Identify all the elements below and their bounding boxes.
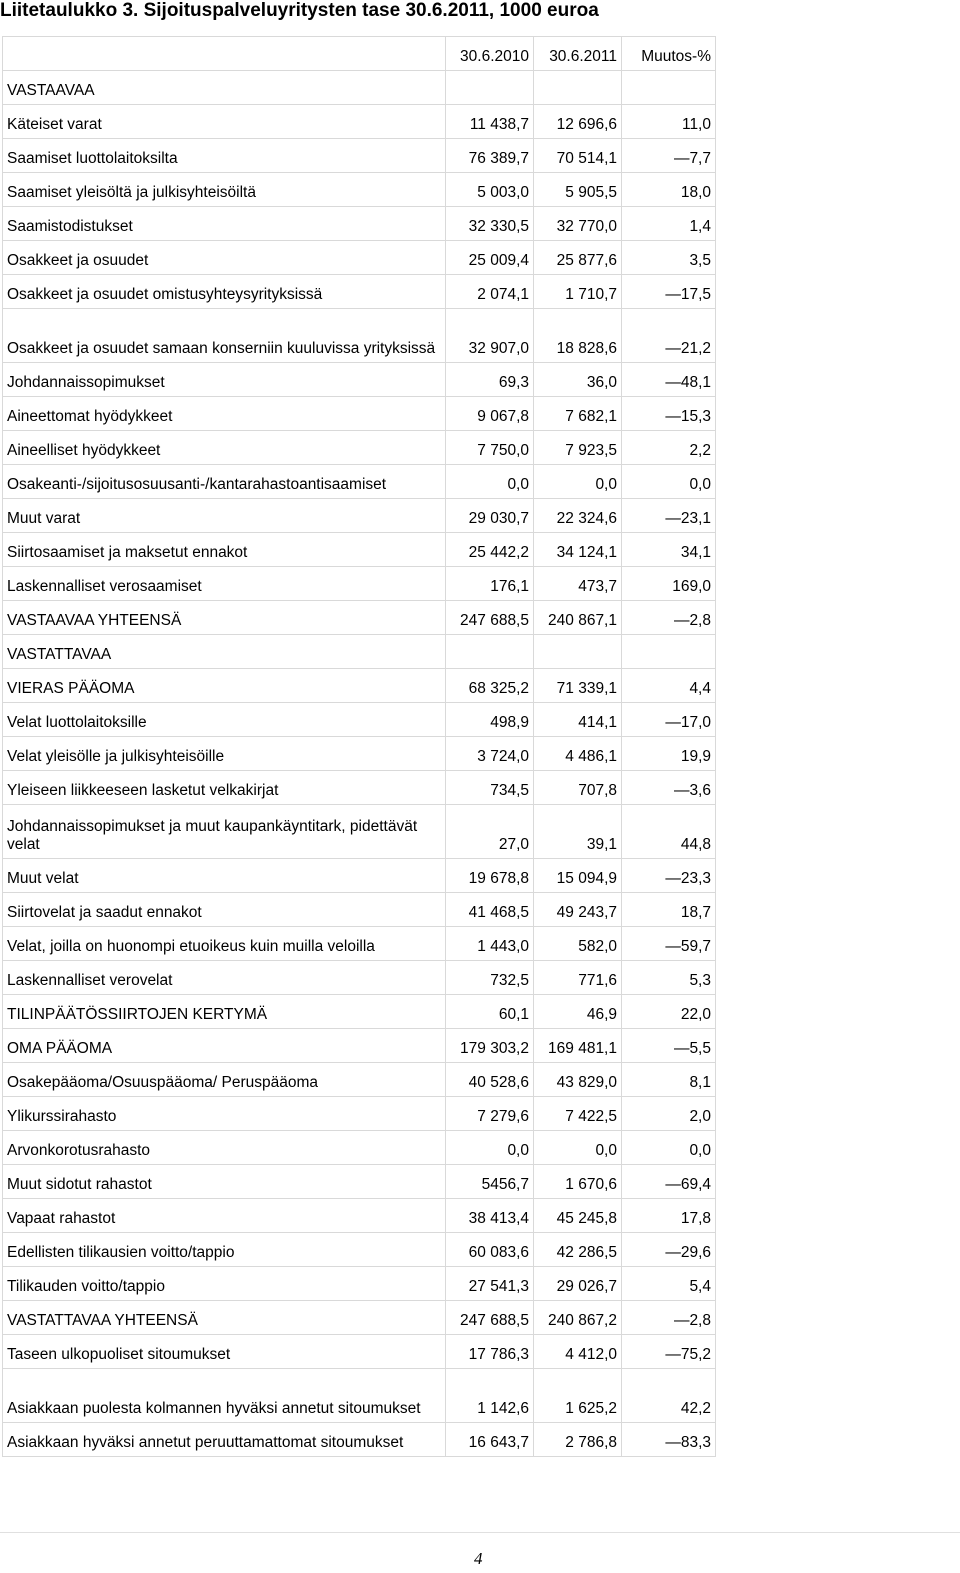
row-label: Osakkeet ja osuudet: [3, 241, 446, 275]
value-2010: 247 688,5: [446, 1301, 534, 1335]
row-label: Yleiseen liikkeeseen lasketut velkakirjat: [3, 771, 446, 805]
value-2010: 1 142,6: [446, 1369, 534, 1423]
value-2011: 240 867,2: [534, 1301, 622, 1335]
change-percent: —15,3: [622, 397, 716, 431]
value-2010: 69,3: [446, 363, 534, 397]
table-row: [3, 241, 716, 275]
value-2010: 60,1: [446, 995, 534, 1029]
value-2010: 17 786,3: [446, 1335, 534, 1369]
table-row: [3, 635, 716, 669]
value-2011: 240 867,1: [534, 601, 622, 635]
row-label: Osakkeet ja osuudet omistusyhteysyrityksissä: [3, 275, 446, 309]
change-percent: —17,0: [622, 703, 716, 737]
table-row: [3, 1097, 716, 1131]
row-label: Muut varat: [3, 499, 446, 533]
table-row: [3, 173, 716, 207]
page-footer: [0, 1532, 960, 1573]
value-2011: 7 923,5: [534, 431, 622, 465]
change-percent: 8,1: [622, 1063, 716, 1097]
table-row: [3, 1131, 716, 1165]
value-2010: 32 330,5: [446, 207, 534, 241]
change-percent: 17,8: [622, 1199, 716, 1233]
change-percent: —59,7: [622, 927, 716, 961]
row-label: Taseen ulkopuoliset sitoumukset: [3, 1335, 446, 1369]
value-2010: 179 303,2: [446, 1029, 534, 1063]
value-2010: 176,1: [446, 567, 534, 601]
change-percent: 2,0: [622, 1097, 716, 1131]
value-2010: 0,0: [446, 1131, 534, 1165]
table-body: [3, 71, 716, 1457]
value-2011: 29 026,7: [534, 1267, 622, 1301]
value-2010: 29 030,7: [446, 499, 534, 533]
change-percent: 19,9: [622, 737, 716, 771]
table-row: [3, 859, 716, 893]
header-2010: 30.6.2010: [446, 37, 534, 71]
row-label: Saamiset yleisöltä ja julkisyhteisöiltä: [3, 173, 446, 207]
value-2010: 734,5: [446, 771, 534, 805]
table-row: [3, 431, 716, 465]
value-2011: 12 696,6: [534, 105, 622, 139]
change-percent: 44,8: [622, 805, 716, 859]
table-row: [3, 995, 716, 1029]
change-percent: —75,2: [622, 1335, 716, 1369]
table-row: [3, 499, 716, 533]
table-row: [3, 139, 716, 173]
change-percent: 22,0: [622, 995, 716, 1029]
table-row: [3, 309, 716, 363]
value-2011: 1 670,6: [534, 1165, 622, 1199]
change-percent: 34,1: [622, 533, 716, 567]
row-label: Edellisten tilikausien voitto/tappio: [3, 1233, 446, 1267]
value-2011: 49 243,7: [534, 893, 622, 927]
table-row: [3, 703, 716, 737]
row-label: VIERAS PÄÄOMA: [3, 669, 446, 703]
row-label: Siirtovelat ja saadut ennakot: [3, 893, 446, 927]
change-percent: 3,5: [622, 241, 716, 275]
row-label: Muut velat: [3, 859, 446, 893]
change-percent: 18,7: [622, 893, 716, 927]
value-2010: 27 541,3: [446, 1267, 534, 1301]
row-label: Laskennalliset verosaamiset: [3, 567, 446, 601]
value-2010: 25 442,2: [446, 533, 534, 567]
row-label: Tilikauden voitto/tappio: [3, 1267, 446, 1301]
table-row: [3, 363, 716, 397]
value-2010: 38 413,4: [446, 1199, 534, 1233]
table-row: [3, 1301, 716, 1335]
table-row: [3, 927, 716, 961]
value-2010: 11 438,7: [446, 105, 534, 139]
value-2011: 7 422,5: [534, 1097, 622, 1131]
value-2010: 19 678,8: [446, 859, 534, 893]
table-row: [3, 1369, 716, 1423]
table-row: [3, 1233, 716, 1267]
change-percent: —29,6: [622, 1233, 716, 1267]
change-percent: 2,2: [622, 431, 716, 465]
value-2011: 4 412,0: [534, 1335, 622, 1369]
change-percent: —3,6: [622, 771, 716, 805]
value-2010: 76 389,7: [446, 139, 534, 173]
row-label: Velat, joilla on huonompi etuoikeus kuin muilla veloilla: [3, 927, 446, 961]
value-2010: 732,5: [446, 961, 534, 995]
row-label: Arvonkorotusrahasto: [3, 1131, 446, 1165]
value-2010: [446, 635, 534, 669]
value-2011: 4 486,1: [534, 737, 622, 771]
value-2011: 15 094,9: [534, 859, 622, 893]
header-change-percent: Muutos-%: [622, 37, 716, 71]
row-label: VASTATTAVAA: [3, 635, 446, 669]
value-2011: 169 481,1: [534, 1029, 622, 1063]
row-label: Velat luottolaitoksille: [3, 703, 446, 737]
page-number: 4: [474, 1549, 483, 1568]
change-percent: 4,4: [622, 669, 716, 703]
row-label: Aineelliset hyödykkeet: [3, 431, 446, 465]
table-row: [3, 275, 716, 309]
table-row: [3, 1335, 716, 1369]
value-2011: [534, 71, 622, 105]
table-row: [3, 601, 716, 635]
row-label: Käteiset varat: [3, 105, 446, 139]
value-2010: 2 074,1: [446, 275, 534, 309]
table-row: [3, 737, 716, 771]
change-percent: —21,2: [622, 309, 716, 363]
value-2010: 0,0: [446, 465, 534, 499]
row-label: Saamistodistukset: [3, 207, 446, 241]
value-2011: 43 829,0: [534, 1063, 622, 1097]
value-2011: 707,8: [534, 771, 622, 805]
table-row: [3, 1199, 716, 1233]
table-row: [3, 893, 716, 927]
value-2010: 32 907,0: [446, 309, 534, 363]
value-2011: 0,0: [534, 465, 622, 499]
row-label: Osakeanti-/sijoitusosuusanti-/kantarahastoantisaamiset: [3, 465, 446, 499]
table-row: [3, 805, 716, 859]
value-2011: 36,0: [534, 363, 622, 397]
value-2010: 498,9: [446, 703, 534, 737]
change-percent: —2,8: [622, 1301, 716, 1335]
page-title: Liitetaulukko 3. Sijoituspalveluyritysten tase 30.6.2011, 1000 euroa: [0, 0, 599, 21]
value-2010: 9 067,8: [446, 397, 534, 431]
value-2011: 771,6: [534, 961, 622, 995]
change-percent: [622, 635, 716, 669]
value-2011: 414,1: [534, 703, 622, 737]
value-2010: 60 083,6: [446, 1233, 534, 1267]
table-row: [3, 567, 716, 601]
value-2011: 42 286,5: [534, 1233, 622, 1267]
value-2011: 46,9: [534, 995, 622, 1029]
row-label: Vapaat rahastot: [3, 1199, 446, 1233]
balance-sheet-table: [2, 36, 716, 1457]
table-row: [3, 1029, 716, 1063]
value-2011: 5 905,5: [534, 173, 622, 207]
value-2011: 0,0: [534, 1131, 622, 1165]
row-label: Johdannaissopimukset ja muut kaupankäyntitark, pidettävät velat: [3, 805, 446, 859]
change-percent: [622, 71, 716, 105]
header-label-column: [3, 37, 446, 71]
change-percent: —23,1: [622, 499, 716, 533]
table-row: [3, 669, 716, 703]
value-2011: 582,0: [534, 927, 622, 961]
change-percent: 5,3: [622, 961, 716, 995]
value-2010: 247 688,5: [446, 601, 534, 635]
table-row: [3, 1165, 716, 1199]
change-percent: 1,4: [622, 207, 716, 241]
table-row: [3, 71, 716, 105]
value-2011: 7 682,1: [534, 397, 622, 431]
row-label: Johdannaissopimukset: [3, 363, 446, 397]
value-2010: 7 750,0: [446, 431, 534, 465]
change-percent: 0,0: [622, 1131, 716, 1165]
table-row: [3, 1063, 716, 1097]
value-2011: 39,1: [534, 805, 622, 859]
value-2011: 1 710,7: [534, 275, 622, 309]
change-percent: —69,4: [622, 1165, 716, 1199]
change-percent: 0,0: [622, 465, 716, 499]
change-percent: —2,8: [622, 601, 716, 635]
row-label: Muut sidotut rahastot: [3, 1165, 446, 1199]
row-label: Aineettomat hyödykkeet: [3, 397, 446, 431]
value-2010: 5 003,0: [446, 173, 534, 207]
table-row: [3, 397, 716, 431]
value-2010: 27,0: [446, 805, 534, 859]
change-percent: 5,4: [622, 1267, 716, 1301]
table-row: [3, 1423, 716, 1457]
value-2010: 5456,7: [446, 1165, 534, 1199]
row-label: Ylikurssirahasto: [3, 1097, 446, 1131]
table-row: [3, 533, 716, 567]
row-label: Osakkeet ja osuudet samaan konserniin kuuluvissa yrityksissä: [3, 309, 446, 363]
value-2010: 41 468,5: [446, 893, 534, 927]
value-2010: 3 724,0: [446, 737, 534, 771]
value-2011: 45 245,8: [534, 1199, 622, 1233]
value-2011: 22 324,6: [534, 499, 622, 533]
value-2010: 16 643,7: [446, 1423, 534, 1457]
value-2011: 34 124,1: [534, 533, 622, 567]
value-2011: 25 877,6: [534, 241, 622, 275]
value-2010: 1 443,0: [446, 927, 534, 961]
row-label: Osakepääoma/Osuuspääoma/ Peruspääoma: [3, 1063, 446, 1097]
change-percent: —83,3: [622, 1423, 716, 1457]
header-2011: 30.6.2011: [534, 37, 622, 71]
row-label: Asiakkaan hyväksi annetut peruuttamattomat sitoumukset: [3, 1423, 446, 1457]
value-2010: 7 279,6: [446, 1097, 534, 1131]
change-percent: —48,1: [622, 363, 716, 397]
row-label: Velat yleisölle ja julkisyhteisöille: [3, 737, 446, 771]
table-row: [3, 465, 716, 499]
row-label: Siirtosaamiset ja maksetut ennakot: [3, 533, 446, 567]
change-percent: —7,7: [622, 139, 716, 173]
value-2011: 1 625,2: [534, 1369, 622, 1423]
table-row: [3, 1267, 716, 1301]
table-row: [3, 961, 716, 995]
table-header-row: [3, 37, 716, 71]
value-2010: [446, 71, 534, 105]
change-percent: 42,2: [622, 1369, 716, 1423]
change-percent: —17,5: [622, 275, 716, 309]
change-percent: —23,3: [622, 859, 716, 893]
value-2010: 40 528,6: [446, 1063, 534, 1097]
value-2011: 70 514,1: [534, 139, 622, 173]
row-label: Asiakkaan puolesta kolmannen hyväksi annetut sitoumukset: [3, 1369, 446, 1423]
value-2010: 25 009,4: [446, 241, 534, 275]
table-row: [3, 771, 716, 805]
change-percent: 169,0: [622, 567, 716, 601]
row-label: TILINPÄÄTÖSSIIRTOJEN KERTYMÄ: [3, 995, 446, 1029]
change-percent: 11,0: [622, 105, 716, 139]
row-label: VASTATTAVAA YHTEENSÄ: [3, 1301, 446, 1335]
row-label: Saamiset luottolaitoksilta: [3, 139, 446, 173]
value-2010: 68 325,2: [446, 669, 534, 703]
value-2011: 32 770,0: [534, 207, 622, 241]
value-2011: 71 339,1: [534, 669, 622, 703]
value-2011: 2 786,8: [534, 1423, 622, 1457]
value-2011: 18 828,6: [534, 309, 622, 363]
row-label: OMA PÄÄOMA: [3, 1029, 446, 1063]
change-percent: —5,5: [622, 1029, 716, 1063]
row-label: VASTAAVAA YHTEENSÄ: [3, 601, 446, 635]
value-2011: [534, 635, 622, 669]
change-percent: 18,0: [622, 173, 716, 207]
table-row: [3, 105, 716, 139]
table-row: [3, 207, 716, 241]
row-label: Laskennalliset verovelat: [3, 961, 446, 995]
value-2011: 473,7: [534, 567, 622, 601]
row-label: VASTAAVAA: [3, 71, 446, 105]
